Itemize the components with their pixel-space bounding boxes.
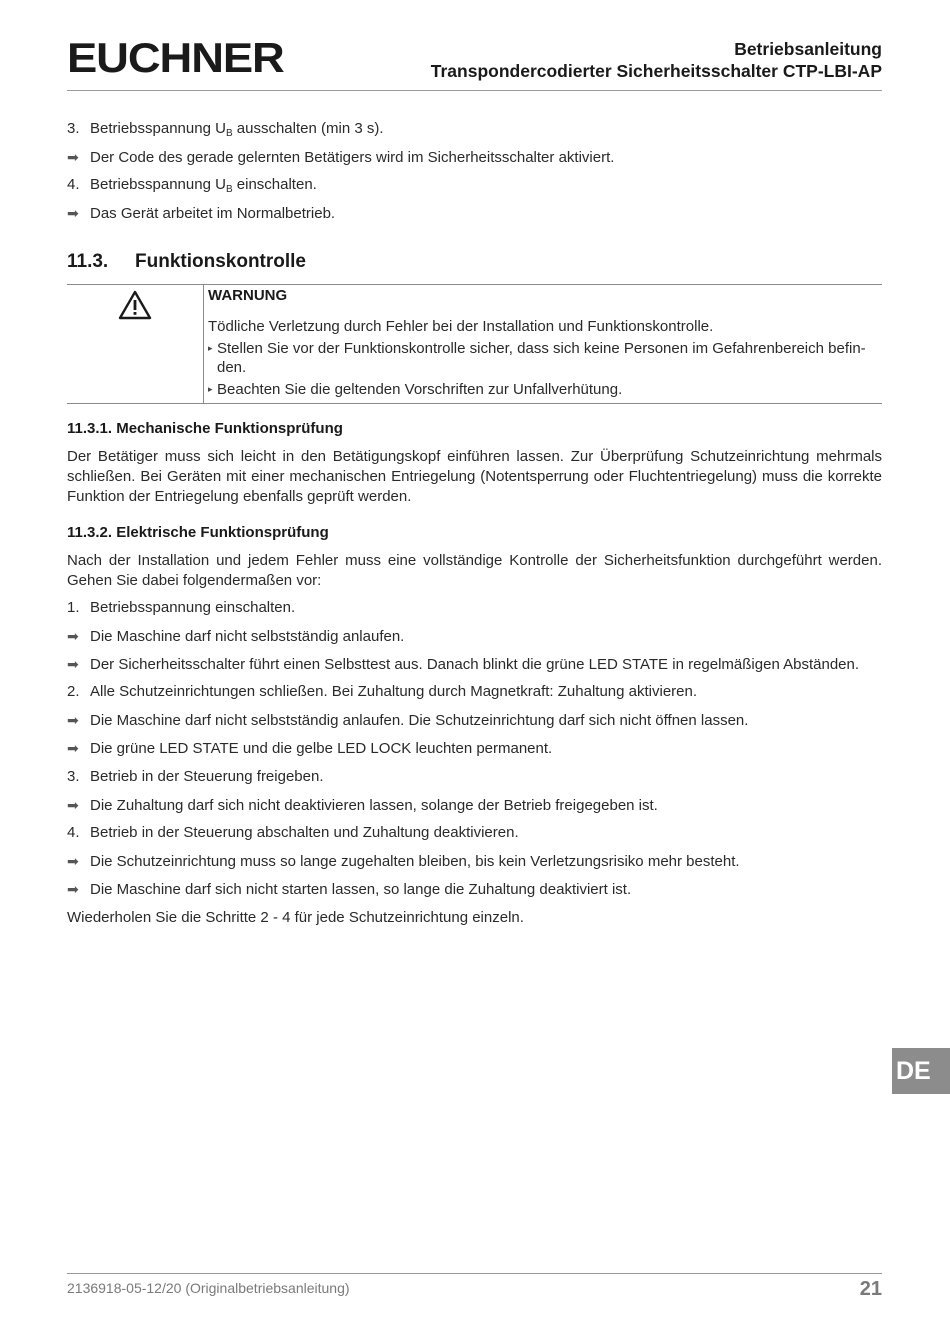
arrow-right-icon: ➡ (67, 205, 79, 221)
result-line: ➡ Der Code des gerade gelernten Betätigers wird im Sicherheitsschalter aktiviert. (67, 149, 615, 166)
closing-note: Wiederholen Sie die Schritte 2 - 4 für jede Schutzeinrichtung einzeln. (67, 909, 524, 926)
page-number: 21 (859, 1278, 882, 1300)
step-4: 4. Betriebsspannung $U_B$ einschalten. (67, 176, 317, 195)
header-subtitle: Transpondercodierter Sicherheitsschalter CTP-LBI-AP (430, 61, 882, 81)
arrow-right-icon: ➡ (67, 656, 79, 672)
warning-triangle-icon (118, 290, 152, 320)
arrow-right-icon: ➡ (67, 797, 79, 813)
subsection-heading-mechanical: 11.3.1. Mechanische Funktionsprüfung (67, 420, 343, 437)
warning-title: WARNUNG (208, 287, 288, 304)
step-3: 3. Betriebsspannung $U_B$ ausschalten (min 3 s). (67, 120, 384, 139)
section-heading (67, 251, 306, 273)
footer-document-id: 2136918-05-12/20 (Originalbetriebsanleitung) (67, 1280, 350, 1296)
arrow-right-icon: ➡ (67, 740, 79, 756)
result-line: ➡ Die Maschine darf nicht selbstständig anlaufen. Die Schutzeinrichtung darf sich nicht öffnen lassen. (67, 712, 749, 729)
step-number: 4. (67, 176, 80, 193)
language-tab: DE (892, 1048, 950, 1094)
result-line: ➡ Die Zuhaltung darf sich nicht deaktivieren lassen, solange der Betrieb freigegeben ist. (67, 797, 658, 814)
document-header (431, 38, 882, 82)
result-line: ➡ Die Maschine darf nicht selbstständig anlaufen. (67, 628, 405, 645)
step-1: 1. Betriebsspannung einschalten. (67, 599, 296, 616)
section-number: 11.3. (67, 251, 109, 272)
warning-bullet-continuation: den. (217, 359, 247, 376)
warning-text: Tödliche Verletzung durch Fehler bei der Installation und Funktionskontrolle. (208, 318, 714, 335)
step-4: 4. Betrieb in der Steuerung abschalten und Zuhaltung deaktivieren. (67, 824, 519, 841)
header-title: Betriebsanleitung (734, 39, 882, 59)
warning-bullet: ▸ Stellen Sie vor der Funktionskontrolle sicher, dass sich keine Personen im Gefahrenbereich befin- (208, 340, 866, 357)
euchner-logo: EUCHNER (67, 34, 284, 81)
result-line: ➡ Die grüne LED STATE und die gelbe LED LOCK leuchten permanent. (67, 740, 553, 757)
result-line: ➡ Die Schutzeinrichtung muss so lange zugehalten bleiben, bis kein Verletzungsrisiko mehr besteht. (67, 853, 740, 870)
step-number: 3. (67, 120, 80, 137)
arrow-right-icon: ➡ (67, 628, 79, 644)
step-2: 2. Alle Schutzeinrichtungen schließen. Bei Zuhaltung durch Magnetkraft: Zuhaltung aktivieren. (67, 683, 698, 700)
arrow-right-icon: ➡ (67, 853, 79, 869)
step-3: 3. Betrieb in der Steuerung freigeben. (67, 768, 324, 785)
arrow-right-icon: ➡ (67, 149, 79, 165)
result-line: ➡ Die Maschine darf sich nicht starten lassen, so lange die Zuhaltung deaktiviert ist. (67, 881, 632, 898)
electrical-intro: Nach der Installation und jedem Fehler muss eine vollständige Kontrolle der Sicherheitsfunktion durchgeführt werden. Gehen Sie dabei folgendermaßen vor: (67, 552, 882, 589)
warning-bullet: ▸ Beachten Sie die geltenden Vorschriften zur Unfallverhütung. (208, 381, 623, 398)
warning-divider (203, 284, 204, 404)
section-title: Funktionskontrolle (135, 251, 306, 272)
result-line: ➡ Der Sicherheitsschalter führt einen Selbsttest aus. Danach blinkt die grüne LED STATE in regelmäßigen Abständen. (67, 656, 860, 673)
subsection-heading-electrical: 11.3.2. Elektrische Funktionsprüfung (67, 524, 329, 541)
arrow-right-icon: ➡ (67, 712, 79, 728)
header-rule (67, 90, 882, 91)
bullet-triangle-icon: ▸ (208, 343, 213, 353)
arrow-right-icon: ➡ (67, 881, 79, 897)
result-line: ➡ Das Gerät arbeitet im Normalbetrieb. (67, 205, 336, 222)
mechanical-paragraph: Der Betätiger muss sich leicht in den Betätigungskopf einführen lassen. Zur Überprüfung Schutzeinrichtung mehrmals schließen. Bei Geräten mit einer mechanischen Entriegelung (Notentsperrung oder Fluchtentriegelung) muss die korrekte Funktion der Entriegelung ebenfalls geprüft werden. (67, 448, 882, 505)
footer-rule (67, 1273, 882, 1274)
bullet-triangle-icon: ▸ (208, 384, 213, 394)
